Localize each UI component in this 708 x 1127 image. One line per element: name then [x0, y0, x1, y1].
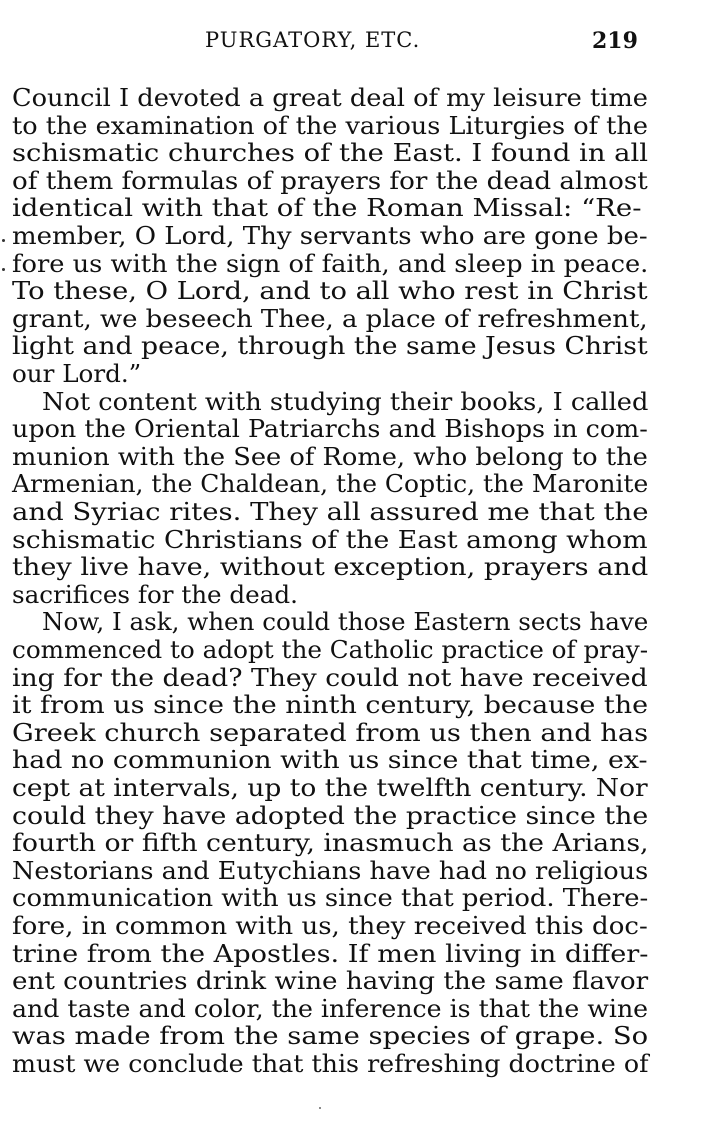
text-line: munion with the See of Rome, who belong to the [12, 441, 648, 471]
text-line: Nestorians and Eutychians have had no religious [12, 855, 649, 885]
text-line: Council I devoted a great deal of my leisure time [12, 83, 648, 112]
text-line: of them formulas of prayers for the dead almost [12, 165, 648, 195]
text-line: sacrifices for the dead. [12, 579, 298, 609]
text-line: light and peace, through the same Jesus Christ [12, 331, 648, 361]
text-line: Now, I ask, when could those Eastern sects have [42, 607, 649, 637]
text-line: could they have adopted the practice since the [12, 800, 649, 830]
text-line: To these, O Lord, and to all who rest in Christ [12, 276, 648, 306]
text-line: identical with that of the Roman Missal: “Re- [12, 193, 642, 223]
text-line: fourth or fifth century, inasmuch as the Arians, [12, 828, 649, 858]
page-speck [319, 1107, 321, 1109]
text-line: and taste and color, the inference is that the wine [12, 993, 649, 1023]
text-line: ent countries drink wine having the same flavor [12, 966, 649, 996]
text-line: commenced to adopt the Catholic practice of pray- [12, 635, 649, 664]
page-number: 219 [592, 28, 638, 54]
running-head: PURGATORY, ETC. [205, 28, 421, 52]
text-line: Greek church separated from us then and has [12, 717, 649, 747]
text-line: our Lord.” [12, 359, 142, 388]
text-line: was made from the same species of grape. So [12, 1021, 649, 1051]
text-line: schismatic Christians of the East among whom [12, 524, 648, 554]
text-line: grant, we beseech Thee, a place of refreshment, [12, 303, 648, 333]
text-line: cept at intervals, up to the twelfth century. Nor [12, 773, 648, 802]
margin-mark [2, 268, 5, 271]
text-line: schismatic churches of the East. I found in all [12, 138, 649, 168]
text-line: communication with us since that period. There- [12, 883, 649, 913]
text-line: they live have, without exception, prayers and [12, 552, 649, 582]
text-line: Not content with studying their books, I called [42, 386, 649, 416]
text-line: must we conclude that this refreshing doctrine of [12, 1049, 649, 1078]
text-line: and Syriac rites. They all assured me that the [12, 497, 649, 526]
text-line: ing for the dead? They could not have received [12, 662, 648, 692]
text-line: trine from the Apostles. If men living in differ- [12, 938, 649, 968]
page-header [0, 28, 708, 58]
text-line: upon the Oriental Patriarchs and Bishops in com- [12, 414, 648, 444]
text-line: Armenian, the Chaldean, the Coptic, the Maronite [12, 469, 649, 499]
text-line: had no communion with us since that time, ex- [12, 745, 648, 775]
text-line: fore, in common with us, they received this doc- [12, 911, 648, 940]
margin-mark [2, 239, 5, 242]
text-line: it from us since the ninth century, because the [12, 690, 649, 720]
text-line: fore us with the sign of faith, and sleep in peace. [12, 248, 649, 278]
text-line: member, O Lord, Thy servants who are gone be- [12, 221, 648, 250]
text-line: to the examination of the various Liturgies of the [12, 110, 648, 140]
